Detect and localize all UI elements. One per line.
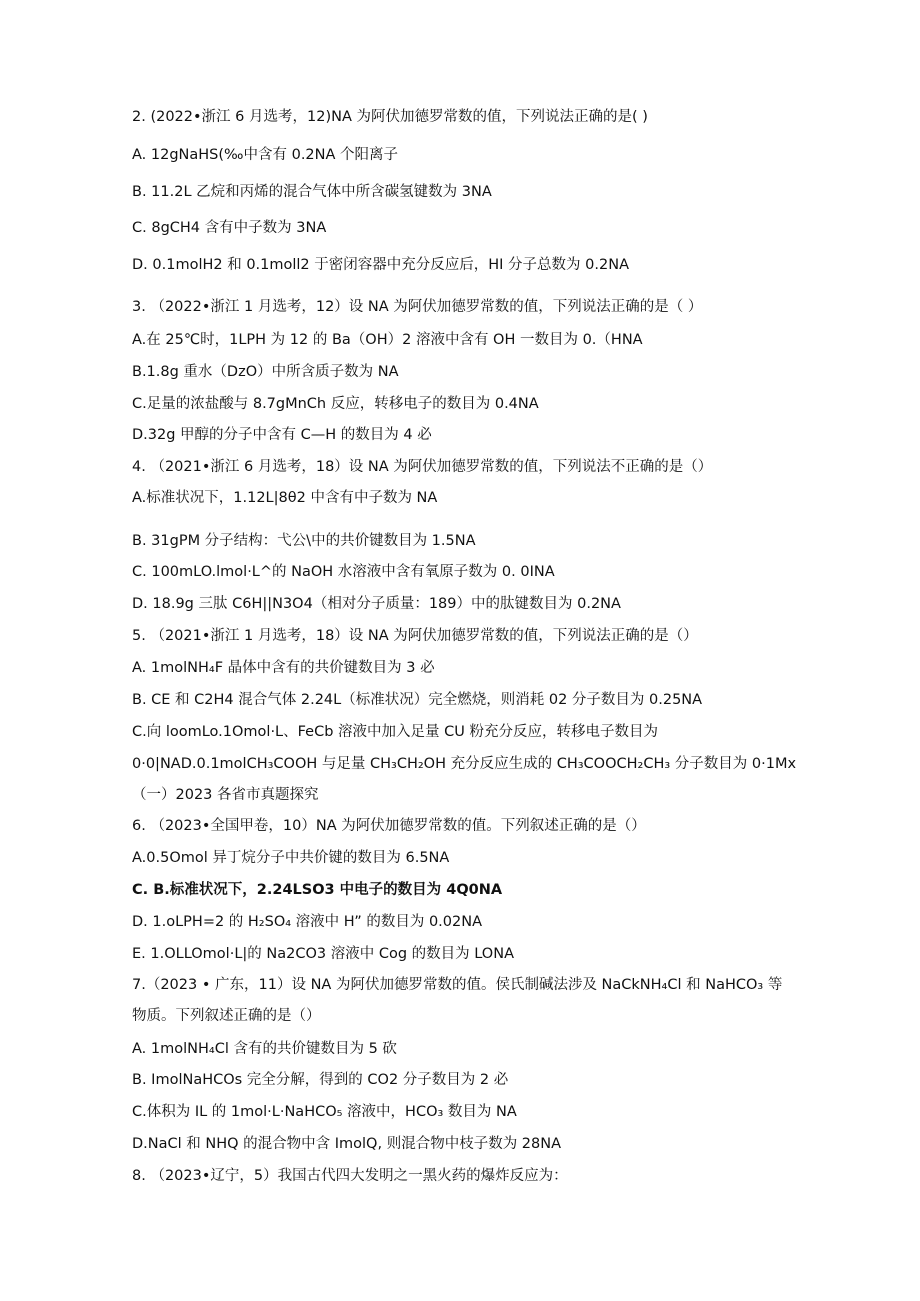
question-7-stem-continued: 物质。下列叙述正确的是（） [132,1008,321,1024]
question-6-option-d: E. 1.OLLOmol·L|的 Na2CO3 溶液中 Cog 的数目为 LONA [132,946,514,962]
question-7-stem: 7.（2023 • 广东，11）设 NA 为阿伏加德罗常数的值。侯氏制碱法涉及 NaCkNH₄Cl 和 NaHCO₃ 等 [132,977,783,993]
question-7-option-d: D.NaCl 和 NHQ 的混合物中含 ImolQ, 则混合物中枝子数为 28NA [132,1136,562,1152]
section-heading: （一）2023 各省市真题探究 [132,787,319,803]
question-2-option-d: D. 0.1molH2 和 0.1moll2 于密闭容器中充分反应后，HI 分子总数为 0.2NA [132,257,629,273]
question-4-option-d: D. 18.9g 三肽 C6H||N3O4（相对分子质量：189）中的肽键数目为 0.2NA [132,596,621,612]
question-5-option-c: C.向 loomLo.1Omol·L、FeCb 溶液中加入足量 CU 粉充分反应，转移电子数目为 [132,724,658,740]
question-7-option-b: B. ImolNaHCOs 完全分解，得到的 CO2 分子数目为 2 必 [132,1072,509,1088]
question-2-stem: 2. (2022•浙江 6 月选考，12)NA 为阿伏加德罗常数的值，下列说法正确的是( ) [132,109,648,125]
question-5-stem: 5. （2021•浙江 1 月选考，18）设 NA 为阿伏加德罗常数的值，下列说法正确的是（） [132,628,698,644]
question-4-option-c: C. 100mLO.lmol·L^的 NaOH 水溶液中含有氧原子数为 0. 0INA [132,564,555,580]
question-7-option-a: A. 1molNH₄Cl 含有的共价键数目为 5 砍 [132,1041,397,1057]
question-2-option-b: B. 11.2L 乙烷和丙烯的混合气体中所含碳氢键数为 3NA [132,184,492,200]
question-6-option-a: A.0.5Omol 异丁烷分子中共价键的数目为 6.5NA [132,850,450,866]
question-8-stem: 8. （2023•辽宁，5）我国古代四大发明之一黑火药的爆炸反应为： [132,1168,568,1184]
question-4-option-b: B. 31gPM 分子结构：弋公\中的共价键数目为 1.5NA [132,533,476,549]
question-5-option-a: A. 1molNH₄F 晶体中含有的共价键数目为 3 必 [132,660,435,676]
question-3-option-b: B.1.8g 重水（DzO）中所含质子数为 NA [132,364,399,380]
question-2-option-c: C. 8gCH4 含有中子数为 3NA [132,220,327,236]
question-4-option-a: A.标准状况下，1.12L|8θ2 中含有中子数为 NA [132,490,438,506]
question-7-option-c: C.体积为 IL 的 1mol·L·NaHCO₅ 溶液中，HCO₃ 数目为 NA [132,1104,517,1120]
question-5-option-b: B. CE 和 C2H4 混合气体 2.24L（标准状况）完全燃烧，则消耗 02 分子数目为 0.25NA [132,692,703,708]
question-3-stem: 3. （2022•浙江 1 月选考，12）设 NA 为阿伏加德罗常数的值，下列说法正确的是（ ） [132,299,703,315]
question-6-option-b: C. B.标准状况下，2.24LSO3 中电子的数目为 4Q0NA [132,882,503,898]
question-3-option-a: A.在 25℃时，1LPH 为 12 的 Ba（OH）2 溶液中含有 OH 一数目为 0.（HNA [132,332,643,348]
question-3-option-d: D.32g 甲醇的分子中含有 C—H 的数目为 4 必 [132,427,432,443]
question-5-option-d: 0·0|NAD.0.1molCH₃COOH 与足量 CH₃CH₂OH 充分反应生成的 CH₃COOCH₂CH₃ 分子数目为 0·1Mx [132,756,797,772]
question-6-stem: 6. （2023•全国甲卷，10）NA 为阿伏加德罗常数的值。下列叙述正确的是（） [132,818,646,834]
question-2-option-a: A. 12gNaHS(‰中含有 0.2NA 个阳离子 [132,147,399,163]
question-4-stem: 4. （2021•浙江 6 月选考，18）设 NA 为阿伏加德罗常数的值，下列说法不正确的是（） [132,459,713,475]
question-6-option-c: D. 1.oLPH=2 的 H₂SO₄ 溶液中 H” 的数目为 0.02NA [132,914,483,930]
question-3-option-c: C.足量的浓盐酸与 8.7gMnCh 反应，转移电子的数目为 0.4NA [132,396,539,412]
